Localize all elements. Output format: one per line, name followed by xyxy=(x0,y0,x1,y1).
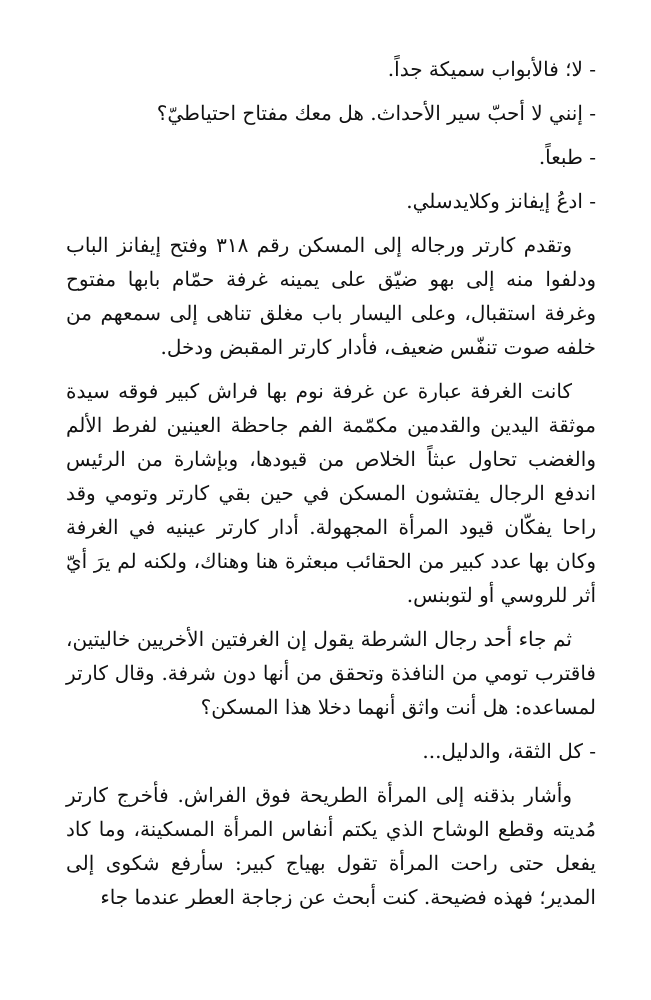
paragraph: ثم جاء أحد رجال الشرطة يقول إن الغرفتين الأخريين خاليتين، فاقترب تومي من النافذة وتحقق من أنها دون شرفة. وقال كارتر لمساعده: هل أنت واثق أنهما دخلا هذا المسكن؟ xyxy=(66,627,596,719)
page-body xyxy=(66,52,596,924)
paragraph: وأشار بذقنه إلى المرأة الطريحة فوق الفراش. فأخرج كارتر مُديته وقطع الوشاح الذي يكتم أنفاس المرأة المسكينة، وما كاد يفعل حتى راحت المرأة تقول بهياج كبير: سأرفع شكوى إلى المدير؛ فهذه فضيحة. كنت أبحث عن زجاجة العطر عندما جاء xyxy=(66,783,596,909)
paragraph: وتقدم كارتر ورجاله إلى المسكن رقم ٣١٨ وفتح إيفانز الباب ودلفوا منه إلى بهو ضيّق على يمينه غرفة حمّام بابها مفتوح وغرفة استقبال، وعلى اليسار باب مغلق تناهى إلى سمعهم من خلفه صوت تنفّس ضعيف، فأدار كارتر المقبض ودخل. xyxy=(66,233,596,359)
dialogue-line: - طبعاً. xyxy=(538,145,596,169)
paragraph: كانت الغرفة عبارة عن غرفة نوم بها فراش كبير فوقه سيدة موثقة اليدين والقدمين مكمّمة الفم جاحظة العينين لفرط الألم والغضب تحاول عبثاً الخلاص من قيودها، وبإشارة من الرئيس اندفع الرجال يفتشون المسكن في حين بقي كارتر وتومي وقد راحا يفكّان قيود المرأة المجهولة. أدار كارتر عينيه في الغرفة وكان بها عدد كبير من الحقائب مبعثرة هنا وهناك، ولكنه لم يرَ أيّ أثر للروسي أو لتوبنس. xyxy=(66,379,597,607)
dialogue-line: - لا؛ فالأبواب سميكة جداً. xyxy=(387,57,596,81)
dialogue-line: - كل الثقة، والدليل... xyxy=(422,739,596,763)
dialogue-line: - إنني لا أحبّ سير الأحداث. هل معك مفتاح احتياطيّ؟ xyxy=(156,101,596,125)
dialogue-line: - ادعُ إيفانز وكلايدسلي. xyxy=(406,189,596,213)
